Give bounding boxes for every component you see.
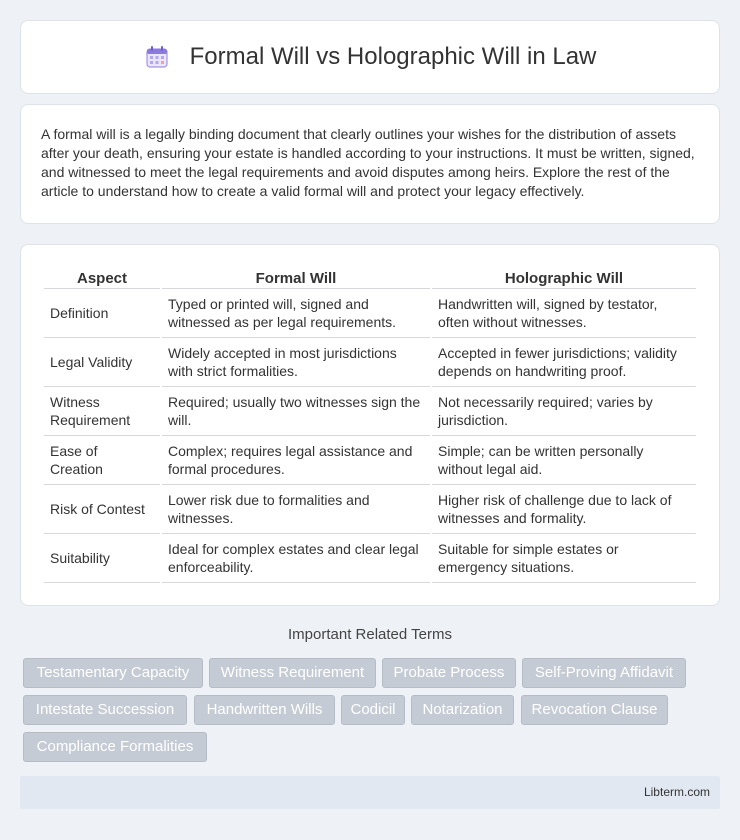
- row-aspect: Definition: [44, 289, 160, 338]
- tag-notarization[interactable]: Notarization: [411, 695, 514, 725]
- row-holographic: Handwritten will, signed by testator, often without witnesses.: [432, 289, 696, 338]
- header-formal-will: Formal Will: [162, 265, 430, 289]
- header-aspect: Aspect: [44, 265, 160, 289]
- tag-codicil[interactable]: Codicil: [341, 695, 405, 725]
- row-holographic: Not necessarily required; varies by jurisdiction.: [432, 387, 696, 436]
- row-formal: Widely accepted in most jurisdictions with strict formalities.: [162, 338, 430, 387]
- footer-site-link[interactable]: Libterm.com: [643, 785, 710, 799]
- row-formal: Typed or printed will, signed and witnessed as per legal requirements.: [162, 289, 430, 338]
- intro-text: A formal will is a legally binding document that clearly outlines your wishes for the distribution of assets after your death, ensuring your estate is handled according to your instructions. It must be written, signed, and witnessed to meet the legal requirements and avoid disputes among heirs. Explore the rest of the article to understand how to create a valid formal will and protect your legacy effectively.: [41, 126, 695, 199]
- row-aspect: Legal Validity: [44, 338, 160, 387]
- row-holographic: Suitable for simple estates or emergency situations.: [432, 534, 696, 583]
- row-formal: Lower risk due to formalities and witnesses.: [162, 485, 430, 534]
- intro-card: [20, 104, 720, 224]
- row-holographic: Higher risk of challenge due to lack of witnesses and formality.: [432, 485, 696, 534]
- tag-self-proving-affidavit[interactable]: Self-Proving Affidavit: [522, 658, 686, 688]
- table-row: [44, 289, 696, 338]
- table-header-row: [44, 265, 696, 289]
- comparison-table: [42, 265, 698, 583]
- footer: [20, 776, 720, 809]
- calendar-icon: [144, 44, 170, 70]
- title-card: [20, 20, 720, 94]
- table-row: [44, 436, 696, 485]
- tag-intestate-succession[interactable]: Intestate Succession: [23, 695, 187, 725]
- tag-testamentary-capacity[interactable]: Testamentary Capacity: [23, 658, 203, 688]
- tag-handwritten-wills[interactable]: Handwritten Wills: [194, 695, 335, 725]
- table-row: [44, 485, 696, 534]
- table-row: [44, 534, 696, 583]
- row-aspect: Witness Requirement: [44, 387, 160, 436]
- row-formal: Required; usually two witnesses sign the will.: [162, 387, 430, 436]
- table-row: [44, 387, 696, 436]
- row-aspect: Risk of Contest: [44, 485, 160, 534]
- row-holographic: Simple; can be written personally without legal aid.: [432, 436, 696, 485]
- row-formal: Complex; requires legal assistance and formal procedures.: [162, 436, 430, 485]
- row-aspect: Ease of Creation: [44, 436, 160, 485]
- related-terms-title: Important Related Terms: [288, 626, 452, 643]
- row-holographic: Accepted in fewer jurisdictions; validity depends on handwriting proof.: [432, 338, 696, 387]
- header-holographic-will: Holographic Will: [432, 265, 696, 289]
- row-formal: Ideal for complex estates and clear legal enforceability.: [162, 534, 430, 583]
- tag-revocation-clause[interactable]: Revocation Clause: [521, 695, 668, 725]
- table-row: [44, 338, 696, 387]
- tag-compliance-formalities[interactable]: Compliance Formalities: [23, 732, 207, 762]
- tag-probate-process[interactable]: Probate Process: [382, 658, 516, 688]
- page-title: Formal Will vs Holographic Will in Law: [189, 43, 597, 70]
- tag-witness-requirement[interactable]: Witness Requirement: [209, 658, 376, 688]
- row-aspect: Suitability: [44, 534, 160, 583]
- comparison-table-card: [20, 244, 720, 606]
